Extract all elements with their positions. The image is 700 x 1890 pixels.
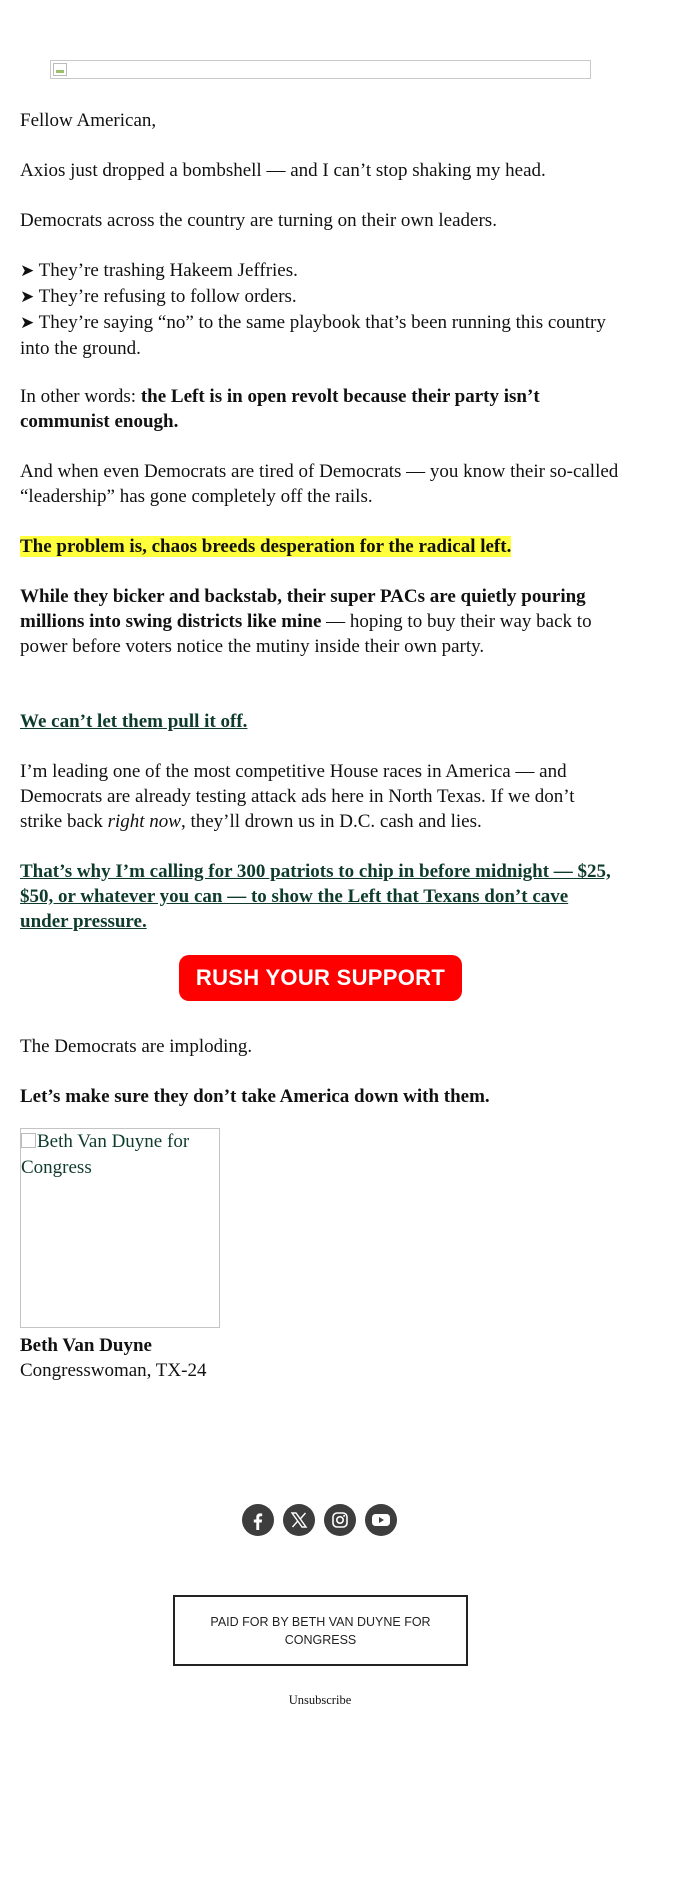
paragraph-super-pacs: While they bicker and backstab, their super PACs are quietly pouring millions into swing districts like mine — hoping to buy their way back to power before voters notice the mutiny inside their own party. — [20, 586, 592, 657]
paragraph-house-race: I’m leading one of the most competitive House races in America — and Democrats are already testing attack ads here in North Texas. If we don’t strike back right now, they’ll drown us in D.C. cash and lies. — [20, 761, 575, 832]
link-cant-let-them[interactable]: We can’t let them pull it off. — [20, 711, 248, 732]
broken-image-icon — [21, 1133, 36, 1148]
unsubscribe-link[interactable]: Unsubscribe — [288, 1693, 352, 1707]
paid-for-disclaimer: PAID FOR BY BETH VAN DUYNE FOR CONGRESS — [173, 1595, 468, 1666]
bullet-list — [20, 258, 620, 361]
paragraph-other-words: In other words: the Left is in open revolt because their party isn’t communist enough. — [20, 386, 540, 432]
paragraph-democrats: Democrats across the country are turning on their own leaders. — [20, 210, 497, 231]
signature — [20, 1333, 620, 1383]
social-links — [242, 1504, 397, 1536]
greeting: Fellow American, — [20, 110, 157, 131]
bullet-item: ➤ They’re trashing Hakeem Jeffries. — [20, 260, 298, 281]
candidate-photo[interactable]: Beth Van Duyne for Congress — [20, 1128, 220, 1328]
instagram-icon[interactable] — [324, 1504, 356, 1536]
arrow-icon: ➤ — [20, 261, 35, 281]
paragraph-leadership: And when even Democrats are tired of Democrats — you know their so-called “leadership” has gone completely off the rails. — [20, 461, 619, 507]
header-banner-image — [50, 60, 591, 79]
link-patriots-donate[interactable]: That’s why I’m calling for 300 patriots to chip in before midnight — $25, $50, or whatever you can — to show the Left that Texans don’t cave under pressure. — [20, 861, 611, 932]
paragraph-intro: Axios just dropped a bombshell — and I can’t stop shaking my head. — [20, 160, 546, 181]
bullet-item: ➤ They’re saying “no” to the same playbook that’s been running this country into the ground. — [20, 312, 606, 359]
arrow-icon: ➤ — [20, 287, 35, 307]
signature-title: Congresswoman, TX-24 — [20, 1360, 207, 1381]
facebook-icon[interactable] — [242, 1504, 274, 1536]
paragraph-closing: Let’s make sure they don’t take America down with them. — [20, 1086, 490, 1107]
arrow-icon: ➤ — [20, 313, 35, 333]
x-icon[interactable] — [283, 1504, 315, 1536]
bullet-item: ➤ They’re refusing to follow orders. — [20, 286, 297, 307]
highlighted-statement: The problem is, chaos breeds desperation for the radical left. — [20, 536, 512, 557]
youtube-icon[interactable] — [365, 1504, 397, 1536]
rush-support-button[interactable]: RUSH YOUR SUPPORT — [179, 955, 462, 1001]
broken-image-icon — [53, 63, 67, 76]
signature-name: Beth Van Duyne — [20, 1335, 152, 1356]
paragraph-imploding: The Democrats are imploding. — [20, 1036, 253, 1057]
